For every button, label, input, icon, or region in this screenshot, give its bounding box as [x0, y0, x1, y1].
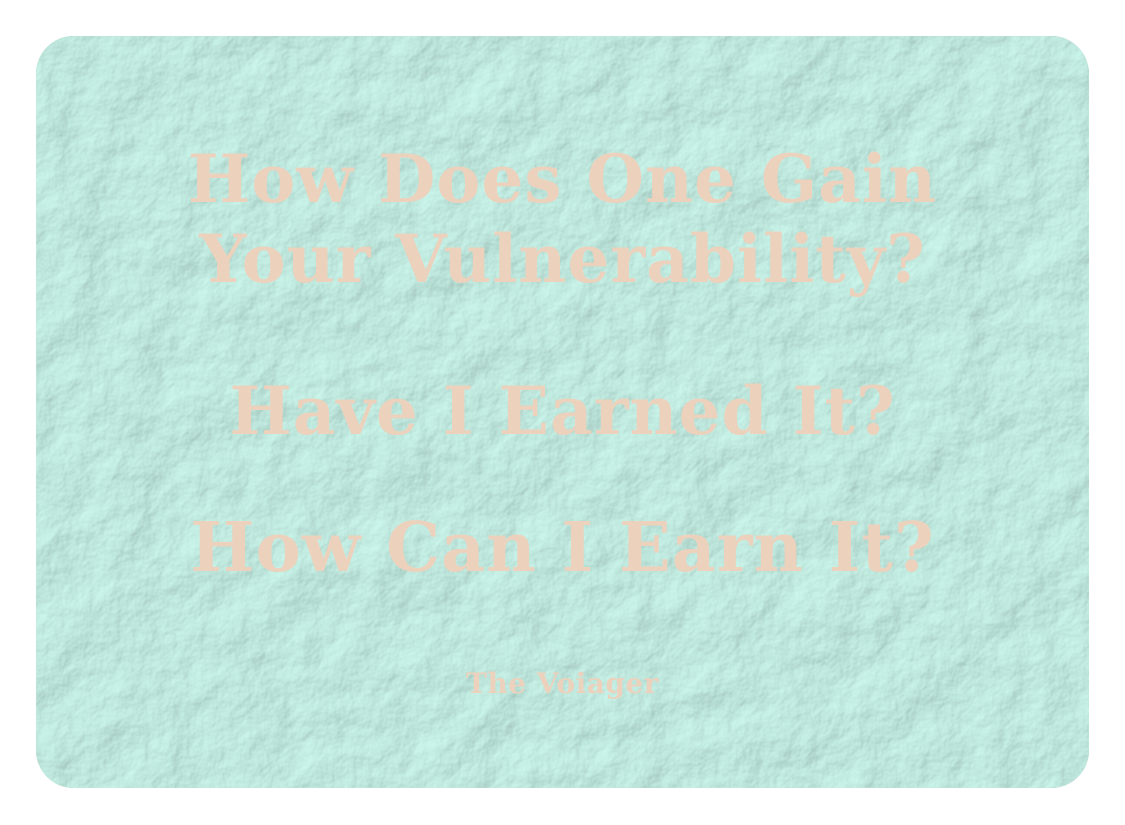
quote-line-4: How Can I Earn It?	[190, 508, 935, 588]
quote-text-block	[36, 36, 1089, 788]
quote-line-3: Have I Earned It?	[229, 372, 896, 450]
quote-card	[36, 36, 1089, 788]
quote-line-1: How Does One Gain	[187, 140, 938, 218]
signature: The Voiager	[465, 667, 659, 700]
quote-line-2: Your Vulnerability?	[199, 220, 926, 298]
